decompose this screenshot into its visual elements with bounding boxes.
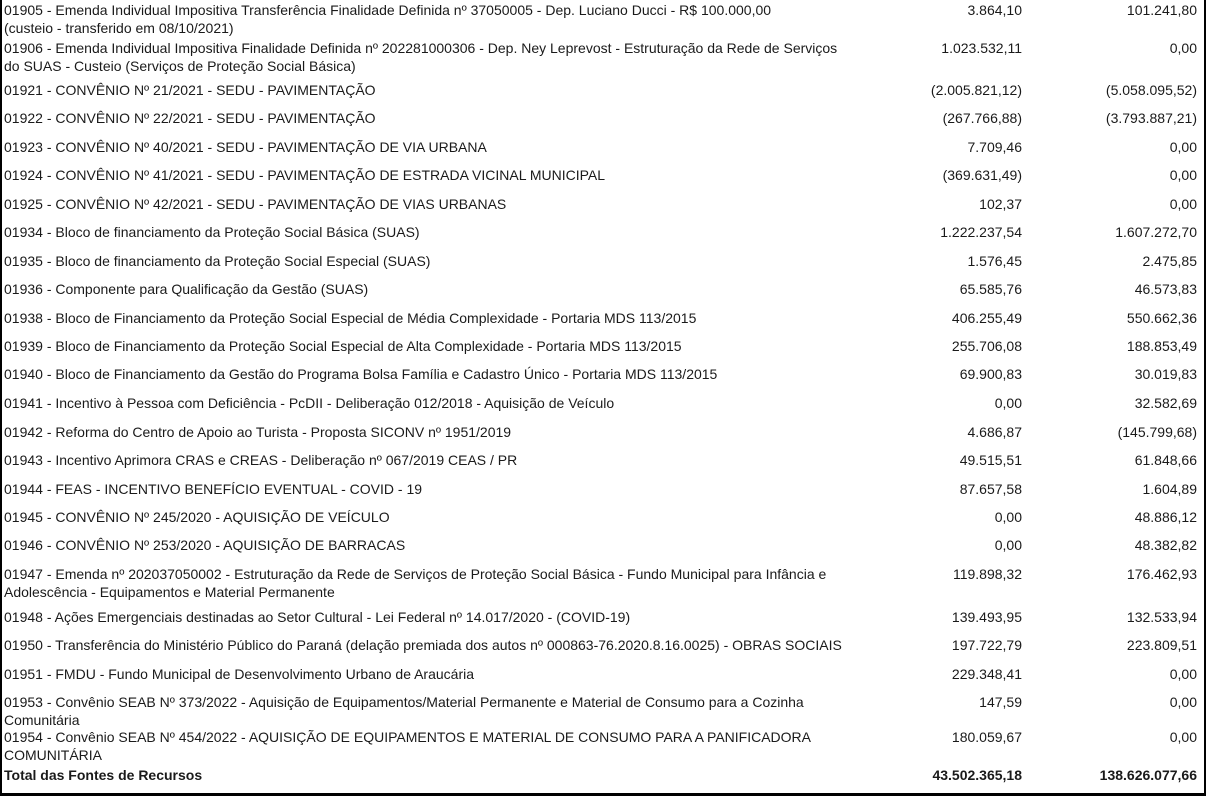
resource-description: 01906 - Emenda Individual Impositiva Finalidade Definida nº 202281000306 - Dep. Ney Leprevost - Estruturação da Rede de Serviços do SUAS - Custeio (Serviços de Proteção Social Básica): [4, 40, 838, 74]
value-column-1: 7.709,46: [967, 139, 1022, 155]
table-bottom-border: [0, 793, 1206, 796]
value-column-1: (2.005.821,12): [930, 82, 1022, 98]
value-column-1: 197.722,79: [951, 637, 1022, 653]
value-column-2: 132.533,94: [1126, 609, 1197, 625]
resource-description: 01948 - Ações Emergenciais destinadas ao Setor Cultural - Lei Federal nº 14.017/2020 - (COVID-19): [4, 609, 631, 625]
value-column-2: 0,00: [1169, 694, 1197, 710]
value-column-2: 188.853,49: [1126, 338, 1197, 354]
table-right-border: [1204, 0, 1206, 793]
value-column-1: 119.898,32: [952, 566, 1022, 582]
resource-description: 01921 - CONVÊNIO Nº 21/2021 - SEDU - PAVIMENTAÇÃO: [4, 82, 376, 98]
resource-description: 01946 - CONVÊNIO Nº 253/2020 - AQUISIÇÃO DE BARRACAS: [4, 537, 406, 553]
value-column-1: 255.706,08: [951, 338, 1022, 354]
value-column-2: 48.886,12: [1134, 509, 1197, 525]
value-column-2: 1.607.272,70: [1115, 224, 1197, 240]
value-column-2: 101.241,80: [1126, 2, 1197, 18]
total-value-2: 138.626.077,66: [1099, 767, 1197, 783]
value-column-2: (3.793.887,21): [1105, 110, 1197, 126]
value-column-1: 65.585,76: [959, 281, 1022, 297]
total-value-1: 43.502.365,18: [932, 767, 1022, 783]
value-column-2: 30.019,83: [1134, 366, 1197, 382]
resource-description: 01950 - Transferência do Ministério Público do Paraná (delação premiada dos autos nº 000863-76.2020.8.16.0025) - OBRAS SOCIAIS: [4, 637, 842, 653]
value-column-2: 0,00: [1169, 40, 1197, 56]
resource-description: 01934 - Bloco de financiamento da Proteção Social Básica (SUAS): [4, 224, 420, 240]
value-column-2: 0,00: [1169, 729, 1197, 745]
value-column-1: 229.348,41: [951, 666, 1022, 682]
total-label: Total das Fontes de Recursos: [4, 767, 203, 783]
resource-description: 01939 - Bloco de Financiamento da Proteção Social Especial de Alta Complexidade - Portaria MDS 113/2015: [4, 338, 682, 354]
value-column-2: (145.799,68): [1117, 424, 1197, 440]
value-column-1: 0,00: [994, 537, 1022, 553]
value-column-2: 0,00: [1169, 666, 1197, 682]
resource-description: 01953 - Convênio SEAB Nº 373/2022 - Aquisição de Equipamentos/Material Permanente e Material de Consumo para a Cozinha Comunitária: [4, 694, 804, 728]
value-column-1: (267.766,88): [942, 110, 1022, 126]
resource-description: 01923 - CONVÊNIO Nº 40/2021 - SEDU - PAVIMENTAÇÃO DE VIA URBANA: [4, 139, 487, 155]
resource-description: 01941 - Incentivo à Pessoa com Deficiência - PcDII - Deliberação 012/2018 - Aquisição de Veículo: [4, 395, 615, 411]
value-column-2: 550.662,36: [1126, 310, 1197, 326]
resource-description: 01944 - FEAS - INCENTIVO BENEFÍCIO EVENTUAL - COVID - 19: [4, 481, 423, 497]
table-left-border: [0, 0, 2, 793]
resource-description: 01945 - CONVÊNIO Nº 245/2020 - AQUISIÇÃO DE VEÍCULO: [4, 509, 390, 525]
value-column-2: 2.475,85: [1142, 253, 1197, 269]
resource-description: 01936 - Componente para Qualificação da Gestão (SUAS): [4, 281, 369, 297]
value-column-1: 49.515,51: [959, 452, 1022, 468]
resource-description: 01942 - Reforma do Centro de Apoio ao Turista - Proposta SICONV nº 1951/2019: [4, 424, 512, 440]
value-column-2: 48.382,82: [1134, 537, 1197, 553]
value-column-2: 32.582,69: [1134, 395, 1197, 411]
resource-description: 01924 - CONVÊNIO Nº 41/2021 - SEDU - PAVIMENTAÇÃO DE ESTRADA VICINAL MUNICIPAL: [4, 167, 606, 183]
value-column-1: 180.059,67: [951, 729, 1022, 745]
value-column-1: 147,59: [979, 694, 1022, 710]
value-column-2: 0,00: [1169, 139, 1197, 155]
value-column-1: 69.900,83: [959, 366, 1022, 382]
resource-description: 01922 - CONVÊNIO Nº 22/2021 - SEDU - PAVIMENTAÇÃO: [4, 110, 376, 126]
value-column-2: 0,00: [1169, 196, 1197, 212]
resource-description: 01925 - CONVÊNIO Nº 42/2021 - SEDU - PAVIMENTAÇÃO DE VIAS URBANAS: [4, 196, 507, 212]
resource-description: 01905 - Emenda Individual Impositiva Transferência Finalidade Definida nº 37050005 - Dep. Luciano Ducci - R$ 100.000,00 (custeio - transferido em 08/10/2021): [4, 2, 772, 36]
resource-description: 01935 - Bloco de financiamento da Proteção Social Especial (SUAS): [4, 253, 431, 269]
value-column-1: 3.864,10: [967, 2, 1022, 18]
resource-description: 01938 - Bloco de Financiamento da Proteção Social Especial de Média Complexidade - Portaria MDS 113/2015: [4, 310, 697, 326]
value-column-2: 46.573,83: [1134, 281, 1197, 297]
value-column-1: 87.657,58: [959, 481, 1022, 497]
value-column-1: 0,00: [994, 509, 1022, 525]
value-column-1: 1.222.237,54: [940, 224, 1022, 240]
value-column-1: 406.255,49: [951, 310, 1022, 326]
resource-description: 01954 - Convênio SEAB Nº 454/2022 - AQUISIÇÃO DE EQUIPAMENTOS E MATERIAL DE CONSUMO PARA A PANIFICADORA COMUNITÁRIA: [4, 729, 812, 763]
resource-description: 01951 - FMDU - Fundo Municipal de Desenvolvimento Urbano de Araucária: [4, 666, 475, 682]
value-column-2: 176.462,93: [1126, 566, 1197, 582]
value-column-2: (5.058.095,52): [1105, 82, 1197, 98]
value-column-1: 139.493,95: [951, 609, 1022, 625]
value-column-1: 4.686,87: [967, 424, 1022, 440]
value-column-2: 223.809,51: [1126, 637, 1197, 653]
value-column-1: 1.023.532,11: [941, 40, 1022, 56]
value-column-2: 1.604,89: [1142, 481, 1197, 497]
value-column-2: 0,00: [1169, 167, 1197, 183]
resource-description: 01943 - Incentivo Aprimora CRAS e CREAS - Deliberação nº 067/2019 CEAS / PR: [4, 452, 518, 468]
value-column-1: 102,37: [979, 196, 1022, 212]
resource-description: 01940 - Bloco de Financiamento da Gestão do Programa Bolsa Família e Cadastro Único - Portaria MDS 113/2015: [4, 366, 718, 382]
value-column-1: (369.631,49): [942, 167, 1022, 183]
value-column-1: 0,00: [994, 395, 1022, 411]
value-column-1: 1.576,45: [967, 253, 1022, 269]
resource-description: 01947 - Emenda nº 202037050002 - Estruturação da Rede de Serviços de Proteção Social Básica - Fundo Municipal para Infância e Adolescência - Equipamentos e Material Permanente: [4, 566, 827, 600]
value-column-2: 61.848,66: [1134, 452, 1197, 468]
